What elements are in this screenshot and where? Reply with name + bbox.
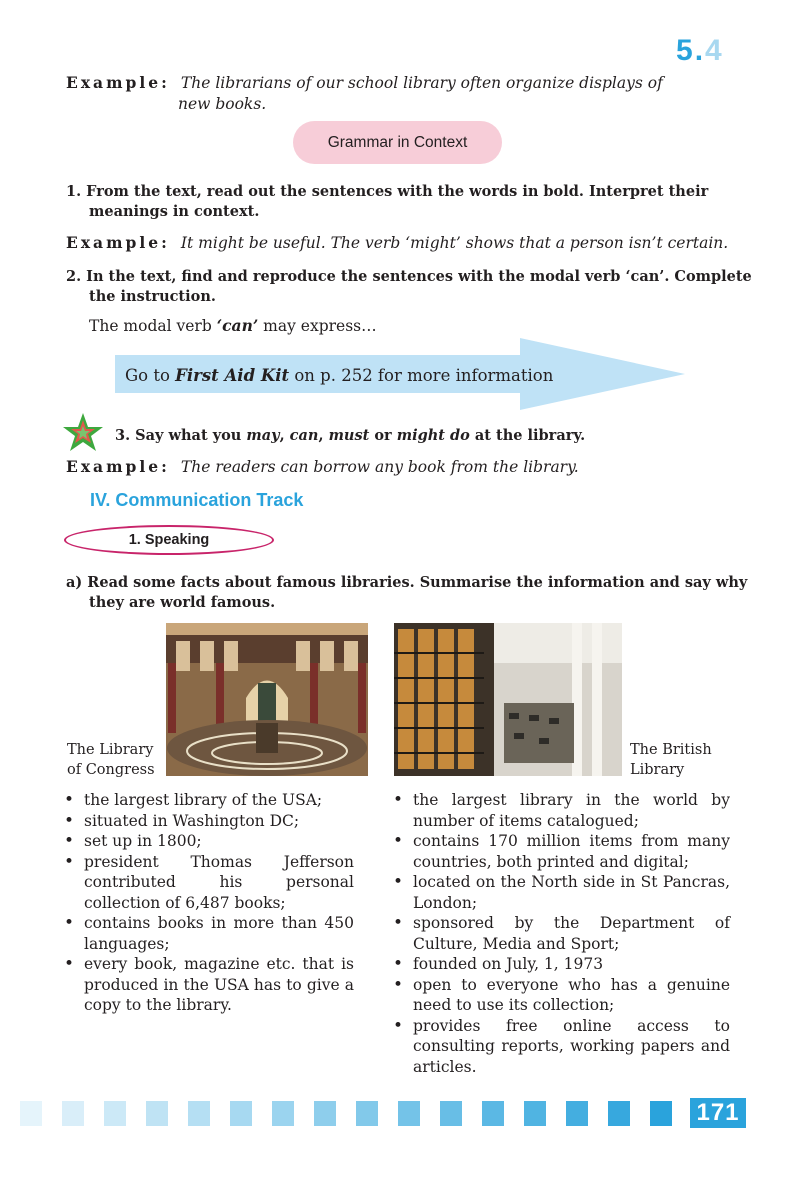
footer-square (230, 1101, 252, 1126)
congress-caption-line1: The Library (67, 742, 154, 758)
british-library-photo (394, 623, 622, 776)
list-item: • president Thomas Jefferson contributed his personal collection of 6,487 books; (62, 852, 354, 914)
example-2 (66, 233, 728, 252)
library-of-congress-photo (166, 623, 368, 776)
list-item: • sponsored by the Department of Culture, Media and Sport; (391, 913, 730, 954)
list-item: • founded on July, 1, 1973 (391, 954, 730, 975)
footer-square (398, 1101, 420, 1126)
task-2-line2: the instruction. (89, 288, 216, 305)
footer-square (524, 1101, 546, 1126)
list-item: • situated in Washington DC; (62, 811, 354, 832)
example-label: Example: (66, 457, 170, 476)
footer-square (62, 1101, 84, 1126)
footer-square (188, 1101, 210, 1126)
grammar-in-context-banner: Grammar in Context (293, 121, 502, 164)
list-item: • open to everyone who has a genuine need to use its collection; (391, 975, 730, 1016)
example-1-text: The librarians of our school library often organize displays of (180, 74, 663, 92)
british-facts-list (391, 790, 730, 1077)
task-a-line1: a) Read some facts about famous libraries. Summarise the information and say why (66, 574, 748, 591)
example-label: Example: (66, 73, 170, 92)
task-2-line1: 2. In the text, find and reproduce the sentences with the modal verb ‘can’. Complete (66, 268, 752, 285)
footer-square (650, 1101, 672, 1126)
footer-square (482, 1101, 504, 1126)
footer-square (356, 1101, 378, 1126)
modal-prompt: The modal verb ‘can’ may express… (89, 316, 377, 335)
example-3-text: The readers can borrow any book from the library. (180, 458, 579, 476)
example-label: Example: (66, 233, 170, 252)
list-item: • the largest library of the USA; (62, 790, 354, 811)
footer-square (272, 1101, 294, 1126)
footer-square (314, 1101, 336, 1126)
example-3 (66, 457, 579, 476)
speaking-label: 1. Speaking (64, 525, 274, 555)
example-2-text: It might be useful. The verb ‘might’ shows that a person isn’t certain. (180, 234, 729, 252)
task-1-line2: meanings in context. (89, 203, 260, 220)
section-heading: IV. Communication Track (90, 490, 304, 510)
congress-facts-list (62, 790, 354, 1016)
task-3: 3. Say what you may, can, must or might do at the library. (115, 427, 586, 444)
arrow-note: Go to First Aid Kit on p. 252 for more information (125, 366, 554, 385)
footer-square (104, 1101, 126, 1126)
list-item: • provides free online access to consulting reports, working papers and articles. (391, 1016, 730, 1078)
british-caption-line1: The British (630, 742, 712, 758)
list-item: • contains books in more than 450 languages; (62, 913, 354, 954)
list-item: • set up in 1800; (62, 831, 354, 852)
list-item: • contains 170 million items from many countries, both printed and digital; (391, 831, 730, 872)
footer-square (608, 1101, 630, 1126)
footer-square (20, 1101, 42, 1126)
section-number: 5.4 (676, 34, 724, 67)
congress-caption-line2: of Congress (67, 762, 155, 778)
footer-square (440, 1101, 462, 1126)
task-1-line1: 1. From the text, read out the sentences with the words in bold. Interpret their (66, 183, 709, 200)
footer-square (566, 1101, 588, 1126)
list-item: • the largest library in the world by number of items catalogued; (391, 790, 730, 831)
example-1-text-cont: new books. (178, 95, 267, 113)
page-number: 171 (690, 1098, 746, 1128)
footer-square (146, 1101, 168, 1126)
list-item: • located on the North side in St Pancras, London; (391, 872, 730, 913)
task-a-line2: they are world famous. (89, 594, 276, 611)
example-1 (66, 73, 663, 92)
star-icon (62, 412, 104, 454)
list-item: • every book, magazine etc. that is produced in the USA has to give a copy to the library. (62, 954, 354, 1016)
british-caption-line2: Library (630, 762, 685, 778)
